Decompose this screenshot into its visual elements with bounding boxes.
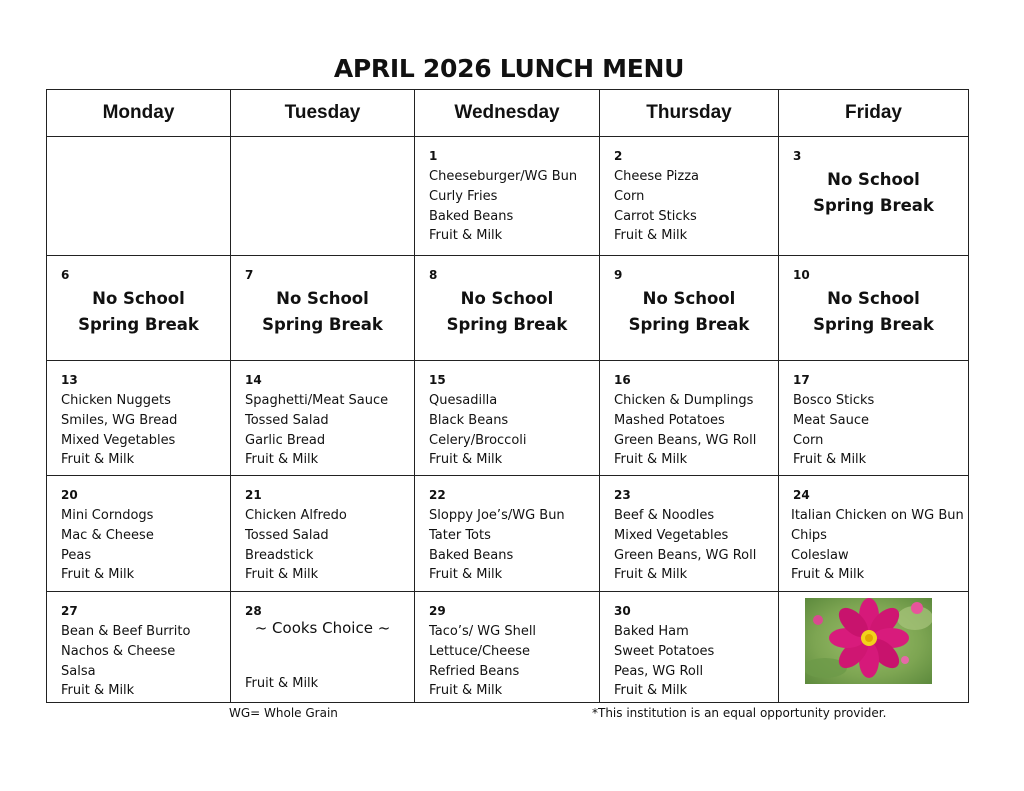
week-row bbox=[47, 476, 969, 592]
menu-items bbox=[245, 391, 388, 470]
menu-item: Coleslaw bbox=[791, 547, 849, 563]
menu-item: Peas bbox=[61, 547, 92, 563]
menu-items bbox=[245, 506, 347, 585]
menu-items bbox=[614, 391, 756, 470]
menu-item: Fruit & Milk bbox=[429, 683, 503, 699]
menu-item: Tossed Salad bbox=[245, 412, 329, 428]
header-friday: Friday bbox=[779, 90, 969, 137]
menu-item: Quesadilla bbox=[429, 393, 498, 408]
spring-break-text: Spring Break bbox=[813, 196, 934, 215]
date-number: 23 bbox=[614, 488, 631, 502]
menu-item: Mixed Vegetables bbox=[61, 432, 176, 448]
date-number: 27 bbox=[61, 604, 78, 618]
date-number: 3 bbox=[793, 149, 802, 163]
day-cell bbox=[600, 476, 779, 592]
date-number: 28 bbox=[245, 604, 262, 618]
no-school-text: No School bbox=[642, 289, 736, 308]
menu-items bbox=[614, 622, 714, 701]
date-number: 8 bbox=[429, 268, 438, 282]
date-number: 14 bbox=[245, 373, 262, 387]
date-number: 24 bbox=[793, 488, 810, 502]
day-cell bbox=[231, 256, 415, 361]
menu-item: Sweet Potatoes bbox=[614, 643, 715, 659]
menu-item: Fruit & Milk bbox=[61, 683, 135, 699]
spring-break-text: Spring Break bbox=[813, 315, 934, 334]
menu-item: Tater Tots bbox=[429, 527, 491, 543]
menu-item: Black Beans bbox=[429, 412, 509, 428]
menu-item: Italian Chicken on WG Bun bbox=[791, 508, 964, 523]
date-number: 21 bbox=[245, 488, 262, 502]
menu-item: Fruit & Milk bbox=[793, 452, 867, 468]
date-number: 1 bbox=[429, 149, 438, 163]
date-number: 13 bbox=[61, 373, 78, 387]
menu-item: Nachos & Cheese bbox=[61, 643, 176, 659]
menu-item: Bosco Sticks bbox=[793, 393, 875, 408]
day-cell bbox=[47, 361, 231, 476]
menu-item: Salsa bbox=[61, 663, 96, 679]
date-number: 15 bbox=[429, 373, 446, 387]
menu-items bbox=[429, 622, 536, 701]
menu-item: Corn bbox=[614, 188, 645, 204]
menu-items bbox=[614, 506, 756, 585]
day-cell bbox=[779, 476, 969, 592]
menu-item: Cheese Pizza bbox=[614, 169, 699, 184]
day-cell bbox=[415, 361, 600, 476]
menu-item: Refried Beans bbox=[429, 663, 520, 679]
day-cell bbox=[600, 592, 779, 703]
weekday-header-row bbox=[47, 90, 969, 137]
menu-item: Chips bbox=[791, 527, 827, 543]
spring-break-text: Spring Break bbox=[78, 315, 199, 334]
no-school-text: No School bbox=[460, 289, 554, 308]
menu-item: Carrot Sticks bbox=[614, 208, 697, 224]
week-row bbox=[47, 137, 969, 256]
header-wednesday: Wednesday bbox=[415, 90, 600, 137]
no-school-notice bbox=[779, 286, 968, 338]
menu-item: Fruit & Milk bbox=[245, 452, 319, 468]
menu-item: Fruit & Milk bbox=[61, 452, 135, 468]
no-school-notice bbox=[779, 167, 968, 219]
menu-item: Fruit & Milk bbox=[614, 567, 688, 583]
spring-break-text: Spring Break bbox=[628, 315, 750, 334]
menu-item: Fruit & Milk bbox=[614, 683, 688, 699]
date-number: 7 bbox=[245, 268, 254, 282]
day-cell bbox=[600, 137, 779, 256]
day-cell-image bbox=[779, 592, 969, 703]
day-cell bbox=[47, 476, 231, 592]
menu-items bbox=[614, 167, 699, 246]
menu-items bbox=[61, 506, 154, 585]
day-cell bbox=[231, 476, 415, 592]
date-number: 10 bbox=[793, 268, 810, 282]
menu-item: Fruit & Milk bbox=[245, 676, 319, 691]
menu-item: Mashed Potatoes bbox=[614, 412, 725, 428]
menu-item: Fruit & Milk bbox=[791, 567, 865, 583]
no-school-notice bbox=[600, 286, 778, 338]
day-cell bbox=[231, 592, 415, 703]
menu-item: Cheeseburger/WG Bun bbox=[429, 169, 578, 184]
menu-item: Corn bbox=[793, 432, 824, 448]
menu-item: Mini Corndogs bbox=[61, 508, 154, 523]
menu-item: Green Beans, WG Roll bbox=[614, 547, 757, 563]
menu-items bbox=[791, 506, 964, 585]
menu-items bbox=[61, 391, 177, 470]
menu-items bbox=[429, 506, 565, 585]
menu-item: Bean & Beef Burrito bbox=[61, 624, 191, 639]
date-number: 6 bbox=[61, 268, 70, 282]
header-monday: Monday bbox=[47, 90, 231, 137]
menu-items bbox=[61, 622, 190, 701]
no-school-text: No School bbox=[276, 289, 369, 308]
header-tuesday: Tuesday bbox=[231, 90, 415, 137]
day-cell bbox=[600, 256, 779, 361]
menu-item: Breadstick bbox=[245, 547, 314, 563]
menu-item: Lettuce/Cheese bbox=[429, 643, 531, 659]
day-cell bbox=[47, 592, 231, 703]
no-school-text: No School bbox=[92, 289, 185, 308]
menu-item: Curly Fries bbox=[429, 188, 498, 204]
menu-item: Mixed Vegetables bbox=[614, 527, 729, 543]
menu-item: Chicken & Dumplings bbox=[614, 393, 754, 408]
cooks-choice: ~ Cooks Choice ~ bbox=[254, 619, 391, 637]
day-cell bbox=[415, 256, 600, 361]
day-cell bbox=[47, 256, 231, 361]
no-school-notice bbox=[415, 286, 599, 338]
day-cell bbox=[415, 592, 600, 703]
day-cell-empty bbox=[47, 137, 231, 256]
date-number: 29 bbox=[429, 604, 446, 618]
menu-items bbox=[429, 391, 527, 470]
date-number: 2 bbox=[614, 149, 623, 163]
day-cell bbox=[231, 361, 415, 476]
header-thursday: Thursday bbox=[600, 90, 779, 137]
menu-item: Fruit & Milk bbox=[429, 228, 503, 244]
menu-item: Celery/Broccoli bbox=[429, 432, 527, 448]
lunch-calendar bbox=[46, 89, 969, 703]
spring-break-text: Spring Break bbox=[446, 315, 568, 334]
flower-image bbox=[805, 598, 932, 684]
menu-item: Fruit & Milk bbox=[429, 452, 503, 468]
menu-item: Meat Sauce bbox=[793, 412, 870, 428]
menu-item: Peas, WG Roll bbox=[614, 663, 704, 679]
menu-item: Spaghetti/Meat Sauce bbox=[245, 393, 389, 408]
menu-item: Beef & Noodles bbox=[614, 508, 715, 523]
menu-items bbox=[429, 167, 577, 246]
date-number: 30 bbox=[614, 604, 631, 618]
menu-item: Mac & Cheese bbox=[61, 527, 154, 543]
menu-item: Chicken Nuggets bbox=[61, 393, 171, 408]
menu-item: Baked Beans bbox=[429, 208, 514, 224]
menu-item: Fruit & Milk bbox=[429, 567, 503, 583]
menu-item: Smiles, WG Bread bbox=[61, 412, 178, 428]
menu-item: Chicken Alfredo bbox=[245, 508, 347, 523]
day-cell bbox=[600, 361, 779, 476]
day-cell bbox=[415, 137, 600, 256]
date-number: 9 bbox=[614, 268, 623, 282]
no-school-text: No School bbox=[827, 170, 920, 189]
no-school-notice bbox=[231, 286, 414, 338]
menu-item: Baked Ham bbox=[614, 624, 689, 639]
week-row bbox=[47, 361, 969, 476]
menu-item: Green Beans, WG Roll bbox=[614, 432, 757, 448]
page-title: APRIL 2026 LUNCH MENU bbox=[333, 54, 685, 83]
no-school-text: No School bbox=[827, 289, 920, 308]
menu-item: Fruit & Milk bbox=[245, 567, 319, 583]
menu-item: Fruit & Milk bbox=[614, 228, 688, 244]
menu-item: Fruit & Milk bbox=[614, 452, 688, 468]
day-cell bbox=[779, 137, 969, 256]
date-number: 20 bbox=[61, 488, 78, 502]
no-school-notice bbox=[47, 286, 230, 338]
menu-item: Tossed Salad bbox=[245, 527, 329, 543]
menu-item: Garlic Bread bbox=[245, 432, 326, 448]
week-row bbox=[47, 256, 969, 361]
whole-grain-legend: WG= Whole Grain bbox=[229, 706, 338, 720]
equal-opportunity-notice: *This institution is an equal opportunity provider. bbox=[592, 706, 887, 720]
week-row bbox=[47, 592, 969, 703]
day-cell bbox=[779, 361, 969, 476]
spring-break-text: Spring Break bbox=[262, 315, 383, 334]
menu-item: Fruit & Milk bbox=[61, 567, 135, 583]
menu-item: Sloppy Joe’s/WG Bun bbox=[429, 508, 565, 523]
day-cell bbox=[415, 476, 600, 592]
menu-item: Baked Beans bbox=[429, 547, 514, 563]
menu-items bbox=[793, 391, 874, 470]
menu-item: Taco’s/ WG Shell bbox=[429, 624, 537, 639]
date-number: 17 bbox=[793, 373, 810, 387]
day-cell bbox=[779, 256, 969, 361]
date-number: 22 bbox=[429, 488, 446, 502]
date-number: 16 bbox=[614, 373, 631, 387]
day-cell-empty bbox=[231, 137, 415, 256]
